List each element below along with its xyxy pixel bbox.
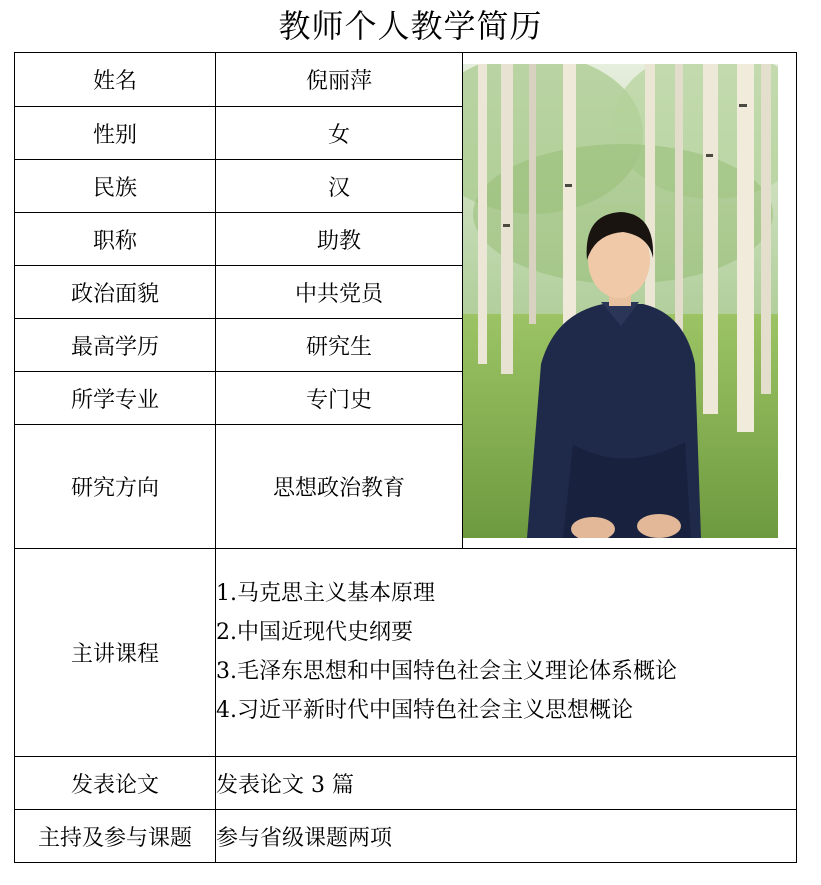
major-label: 所学专业	[15, 372, 216, 425]
education-label: 最高学历	[15, 319, 216, 372]
table-row	[15, 53, 797, 107]
political-status-label: 政治面貌	[15, 266, 216, 319]
table-row	[15, 549, 797, 757]
projects-label: 主持及参与课题	[15, 810, 216, 863]
course-item: 2.中国近现代史纲要	[216, 619, 413, 645]
professional-title-value: 助教	[216, 213, 463, 266]
course-list	[216, 581, 796, 724]
course-item: 3.毛泽东思想和中国特色社会主义理论体系概论	[216, 658, 677, 684]
professional-title-label: 职称	[15, 213, 216, 266]
major-value: 专门史	[216, 372, 463, 425]
courses-cell	[216, 549, 797, 757]
teacher-photo	[463, 64, 778, 538]
course-item: 1.马克思主义基本原理	[216, 580, 435, 606]
name-value: 倪丽萍	[216, 53, 463, 107]
gender-label: 性别	[15, 107, 216, 160]
table-row	[15, 810, 797, 863]
photo-cell	[463, 53, 797, 549]
ethnicity-value: 汉	[216, 160, 463, 213]
name-label: 姓名	[15, 53, 216, 107]
course-item: 4.习近平新时代中国特色社会主义思想概论	[216, 697, 633, 723]
ethnicity-label: 民族	[15, 160, 216, 213]
papers-label: 发表论文	[15, 757, 216, 810]
courses-label: 主讲课程	[15, 549, 216, 757]
gender-value: 女	[216, 107, 463, 160]
research-direction-value: 思想政治教育	[216, 425, 463, 549]
table-row	[15, 757, 797, 810]
papers-value: 发表论文 3 篇	[216, 757, 797, 810]
page-title: 教师个人教学简历	[278, 7, 543, 45]
portrait-image	[463, 64, 778, 538]
research-direction-label: 研究方向	[15, 425, 216, 549]
political-status-value: 中共党员	[216, 266, 463, 319]
projects-value: 参与省级课题两项	[216, 810, 797, 863]
education-value: 研究生	[216, 319, 463, 372]
resume-table	[14, 52, 797, 863]
